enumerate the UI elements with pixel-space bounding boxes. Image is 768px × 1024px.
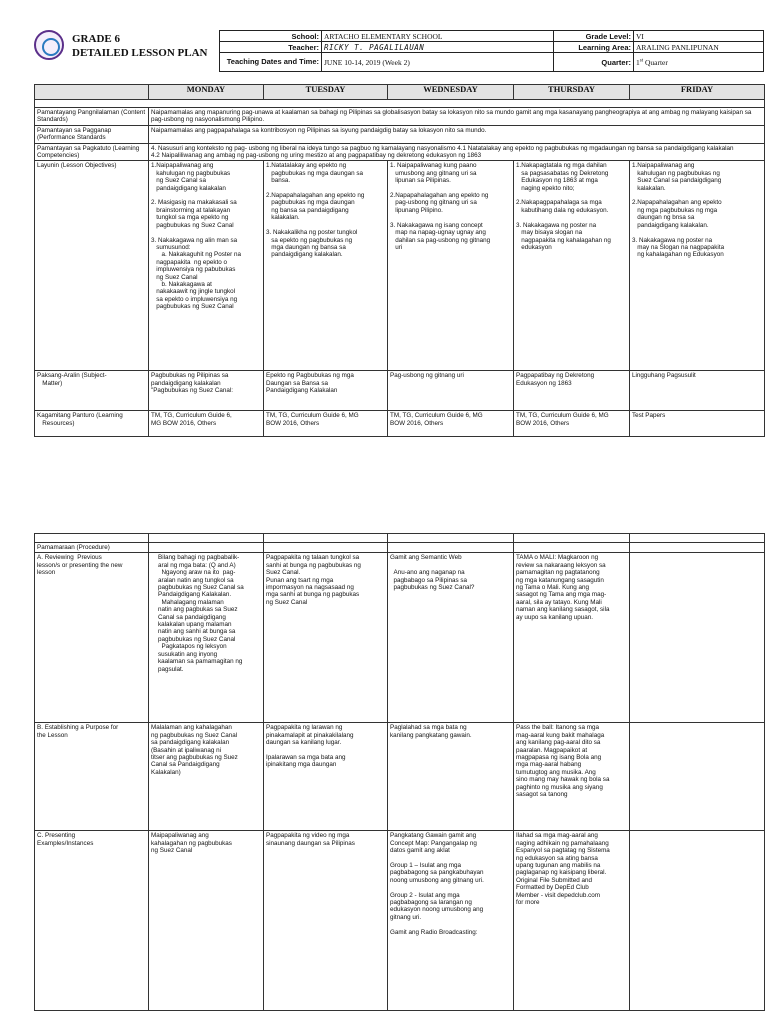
lesson-plan-table-2 [34,533,765,1011]
quarter-value [634,53,764,72]
performance-standards-label: Pamantayan sa Pagganap (Performance Standards [35,125,149,143]
procedure-a-thursday: TAMA o MALI: Magkaroon ng review sa nakaraang leksyon sa pamamagitan ng pagtatanong ng mga katanungang sasagutin ng Tama o Mali. Kung ang sasagot ng Tama ang mga mag- aaral, sila ay tatayo. Kung Mali naman ang kanilang sasagot, sila ay uupo sa kanilang upuan. [514,553,630,723]
teacher-label: Teacher: [220,42,322,53]
resources-monday: TM, TG, Curriculum Guide 6, MG BOW 2016, Others [149,411,264,437]
resources-tuesday: TM, TG, Curriculum Guide 6, MG BOW 2016, Others [264,411,388,437]
procedure-b-label: B. Establishing a Purpose for the Lesson [35,723,149,831]
quarter-text: Quarter [643,57,668,67]
procedure-b-monday: Malalaman ang kahalagahan ng pagbubukas ng Suez Canal sa pandaigdigang kalakalan (Basahin at ipaliwanag ni titser ang pagbubukas ng Suez Canal sa Pandaigdigang Kalakalan) [149,723,264,831]
blank-row [35,534,765,543]
resources-wednesday: TM, TG, Curriculum Guide 6, MG BOW 2016, Others [388,411,514,437]
subject-wednesday: Pag-usbong ng gitnang uri [388,371,514,411]
subject-matter-label: Paksang-Aralin (Subject- Matter) [35,371,149,411]
deped-seal-icon [34,30,64,60]
day-header-monday: MONDAY [149,85,264,100]
school-info-table [219,30,764,72]
day-header-friday: FRIDAY [630,85,765,100]
procedure-c-wednesday: Pangkatang Gawain gamit ang Concept Map: Pangangalap ng datos gamit ang aklat Group 1 – Isulat ang mga pagbabagong sa pangkabuhayan noong umusbong ang gitnang uri. Group 2 - Isulat ang mga pagbabagong sa larangan ng edukasyon noong umusbong ang gitnang uri. Gamit ang Radio Broadcasting: [388,831,514,1011]
procedure-a-label: A. Reviewing Previous lesson/s or presenting the new lesson [35,553,149,723]
subject-thursday: Pagpapatibay ng Dekretong Edukasyon ng 1863 [514,371,630,411]
school-label: School: [220,31,322,42]
quarter-number: 1 [636,57,640,67]
objectives-friday: 1.Naipapaliwanag ang kahulugan ng pagbubukas ng Suez Canal sa pandaigdigang kalakalan. 2.Napapahalagahan ang epekto ng mga pagbubukas ng mga daungan ng bnsa sa pandaigdigang kalakalan. 3. Nakakagawa ng poster na may na Slogan na nagpapakita ng kahalagahan ng Edukasyon [630,161,765,371]
procedure-b-thursday: Pass the ball: Itanong sa mga mag-aaral kung bakit mahalaga ang kanilang pag-aaral dito sa paaralan. Magpapaikot at magpapasa ng isang Bola ang mga mag-aaral habang tumutugtog ang musika. Ang sino mang may hawak ng bola sa paghinto ng musika ang siyang sasagot sa tanong [514,723,630,831]
procedure-c-label: C. Presenting Examples/Instances [35,831,149,1011]
content-standards-row [35,108,765,126]
procedure-a-wednesday: Gamit ang Semantic Web Anu-ano ang naganap na pagbabago sa Pilipinas sa pagbubukas ng Suez Canal? [388,553,514,723]
resources-row [35,411,765,437]
competencies-row [35,143,765,161]
day-header-tuesday: TUESDAY [264,85,388,100]
grade-level-label: Grade Level: [554,31,634,42]
subject-tuesday: Epekto ng Pagbubukas ng mga Daungan sa Bansa sa Pandaigdigang Kalakalan [264,371,388,411]
procedure-a-tuesday: Pagpapakita ng talaan tungkol sa sanhi at bunga ng pagbubukas ng Suez Canal. Punan ang tsart ng mga impormasyon na nagsasaad ng mga sanhi at bunga ng pagbukas ng Suez Canal [264,553,388,723]
procedure-c-row [35,831,765,1011]
lesson-plan-header [34,30,764,77]
competency-item: 4.2 Naipaliliwanag ang ambag ng pag-usbong ng uring mestizo at ang pagpapatibay ng dekretong edukasyon ng 1863 [151,152,482,160]
day-header-row [35,85,765,100]
content-standards-text: Naipamamalas ang mapanuring pag-unawa at kaalaman sa bahagi ng Pilipinas sa globalisasyon batay sa lokasyon nito sa mundo gamit ang mga kasanayang pangheograpiya at ang ambag ng malayang kaisipan sa pag-usbong ng nasyonalismong Pilipino. [149,108,765,126]
procedure-c-friday [630,831,765,1011]
performance-standards-text: Naipamamalas ang pagpapahalaga sa kontribosyon ng Pilipinas sa isyung pandaigdig batay sa lokasyon nito sa mundo. [149,125,765,143]
procedure-c-tuesday: Pagpapakita ng video ng mga sinaunang daungan sa Pilipinas [264,831,388,1011]
competencies-label: Pamantayan sa Pagkatuto (Learning Competencies) [35,143,149,161]
day-header-blank [35,85,149,100]
procedure-header-row [35,543,765,553]
objectives-tuesday: 1.Natatalakay ang epekto ng pagbubukas ng mga daungan sa bansa. 2.Napapahalagahan ang epekto ng pagbubukas ng mga daungan ng bansa sa pandaigdigang kalakalan. 3. Nakakalikha ng poster tungkol sa epekto ng pagbubukas ng mga daungan ng bansa sa pandaigdigang kalakalan. [264,161,388,371]
quarter-label: Quarter: [554,53,634,72]
procedure-label: Pamamaraan (Procedure) [35,543,149,553]
procedure-c-monday: Maipapaliwanag ang kahalagahan ng pagbubukas ng Suez Canal [149,831,264,1011]
resources-thursday: TM, TG, Curriculum Guide 6, MG BOW 2016, Others [514,411,630,437]
lesson-plan-table-1 [34,84,765,437]
competency-item: 4. Nasusuri ang konteksto ng pag- usbong ng liberal na ideya tungo sa pagbuo ng kamalayang nasyonalismo 4.1 Natatalakay ang epekto ng pagbubukas ng mgadaungan ng bansa sa pandaigdigang kalakalan [151,144,734,152]
objectives-monday: 1.Naipapaliwanag ang kahulugan ng pagbubukas ng Suez Canal sa pandaigdigang kalakalan 2. Masigasig na makakasali sa brainstorming at talakayan tungkol sa mga epekto ng pagbubukas ng Suez Canal 3. Nakakagawa ng alin man sa sumusunod: a. Nakakaguhit ng Poster na nagpapakita ng epekto o impluwensiya ng pabubukas ng Suez Canal b. Nakakagawa at nakakaawit ng jingle tungkol sa epekto o impluwensiya ng pagbubukas ng Suez Canal [149,161,264,371]
procedure-c-thursday: Ilahad sa mga mag-aaral ang naging adhikain ng pamahalaang Espanyol sa pagtatag ng Sistema ng edukasyon sa ating bansa upang tugunan ang mabilis na paglaganap ng kaisipang liberal. Original File Submitted and Formatted by DepEd Club Member - visit depedclub.com for more [514,831,630,1011]
quarter-suffix: st [639,58,644,63]
day-header-thursday: THURSDAY [514,85,630,100]
subject-friday: Lingguhang Pagsusulit [630,371,765,411]
subject-matter-row [35,371,765,411]
teacher-value: RICKY T. PAGALILAUAN [322,42,554,53]
objectives-wednesday: 1. Naipapaliwanag kung paano umusbong ang gitnang uri sa lipunan sa Pilipinas. 2.Napapahalagahan ang epekto ng pag-usbong ng gitnang uri sa lipunang Pilipino. 3. Nakakagawa ng isang concept map na napag-ugnay ugnay ang dahilan sa pag-usbong ng gitnang uri [388,161,514,371]
grade-title: GRADE 6 [72,33,120,45]
plan-title: DETAILED LESSON PLAN [72,47,208,59]
resources-friday: Test Papers [630,411,765,437]
objectives-thursday: 1.Nakapagtatala ng mga dahilan sa pagsasabatas ng Dekretong Edukasyon ng 1863 at mga naging epekto nito; 2.Nakapagpapahalaga sa mga kabutihang dala ng edukasyon. 3. Nakakagawa ng poster na may bisaya slogan na nagpapakita ng kahalagahan ng edukasyon [514,161,630,371]
school-value: ARTACHO ELEMENTARY SCHOOL [322,31,554,42]
day-header-wednesday: WEDNESDAY [388,85,514,100]
competencies-text [149,143,765,161]
procedure-a-row [35,553,765,723]
objectives-row [35,161,765,371]
procedure-a-monday: Bilang bahagi ng pagbabalik- aral ng mga bata: (Q and A) Ngayong araw na ito pag- aralan natin ang tungkol sa pagbubukas ng Suez Canal sa Pandaigdigang Kalakalan. Mahalagang malaman natin ang pagbukas sa Suez Canal sa pandaigdigang kalakalan upang malaman natin ang sanhi at bunga sa pagbubukas ng Suez Canal Pagkatapos ng leksyon susukatin ang inyong kaalaman sa pamamagitan ng pagsulat. [149,553,264,723]
dates-value: JUNE 10-14, 2019 (Week 2) [322,53,554,72]
resources-label: Kagamitang Panturo (Learning Resources) [35,411,149,437]
procedure-b-row [35,723,765,831]
procedure-a-friday [630,553,765,723]
dates-label: Teaching Dates and Time: [220,53,322,72]
procedure-b-friday [630,723,765,831]
learning-area-value: ARALING PANLIPUNAN [634,42,764,53]
procedure-b-wednesday: Paglalahad sa mga bata ng kanilang pangkatang gawain. [388,723,514,831]
objectives-label: Layunin (Lesson Objectives) [35,161,149,371]
performance-standards-row [35,125,765,143]
content-standards-label: Pamantayang Pangnilalaman (Content Standards) [35,108,149,126]
learning-area-label: Learning Area: [554,42,634,53]
grade-level-value: VI [634,31,764,42]
procedure-b-tuesday: Pagpapakita ng larawan ng pinakamalapit at pinakakilalang daungan sa kanilang lugar. Ipalarawan sa mga bata ang ipinakitang mga daungan [264,723,388,831]
subject-monday: Pagbubukas ng Pilipinas sa pandaigdigang kalakalan "Pagbubukas ng Suez Canal: [149,371,264,411]
